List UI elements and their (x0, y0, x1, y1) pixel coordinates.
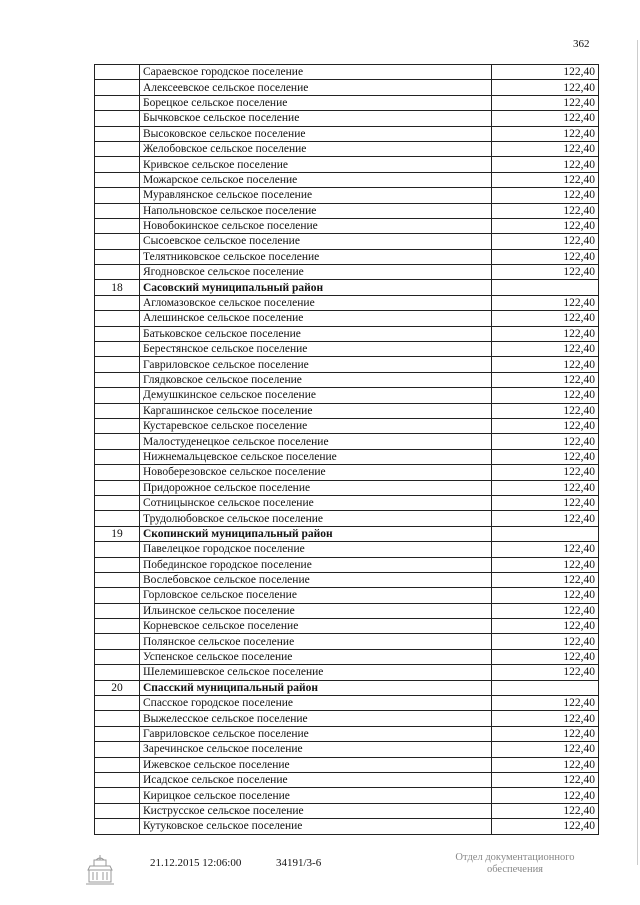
table-row (95, 788, 599, 803)
value-cell: 122,40 (492, 434, 599, 449)
row-number-cell (95, 557, 140, 572)
settlement-name-cell: Желобовское сельское поселение (140, 141, 492, 156)
table-row (95, 726, 599, 741)
table-row (95, 480, 599, 495)
settlement-name-cell: Заречинское сельское поселение (140, 742, 492, 757)
value-cell: 122,40 (492, 218, 599, 233)
value-cell: 122,40 (492, 372, 599, 387)
row-number-cell (95, 249, 140, 264)
value-cell: 122,40 (492, 203, 599, 218)
row-number-cell (95, 234, 140, 249)
settlement-name-cell: Малостуденецкое сельское поселение (140, 434, 492, 449)
settlement-name-cell: Агломазовское сельское поселение (140, 295, 492, 310)
row-number-cell (95, 511, 140, 526)
table-row (95, 111, 599, 126)
building-emblem-icon (82, 852, 118, 888)
district-row (95, 526, 599, 541)
value-cell: 122,40 (492, 388, 599, 403)
table-row (95, 696, 599, 711)
value-cell: 122,40 (492, 295, 599, 310)
settlement-name-cell: Алексеевское сельское поселение (140, 80, 492, 95)
table-row (95, 803, 599, 818)
value-cell: 122,40 (492, 803, 599, 818)
table-row (95, 357, 599, 372)
row-number-cell (95, 696, 140, 711)
settlement-name-cell: Спасский муниципальный район (140, 680, 492, 695)
row-number-cell (95, 449, 140, 464)
table-row (95, 418, 599, 433)
settlement-name-cell: Высоковское сельское поселение (140, 126, 492, 141)
table-row (95, 557, 599, 572)
value-cell: 122,40 (492, 403, 599, 418)
district-row (95, 680, 599, 695)
row-number-cell (95, 403, 140, 418)
row-number-cell (95, 495, 140, 510)
row-number-cell (95, 726, 140, 741)
value-cell: 122,40 (492, 111, 599, 126)
footer-document-code: 34191/3-6 (276, 857, 322, 869)
value-cell: 122,40 (492, 342, 599, 357)
footer-department-line1: Отдел документационного (455, 852, 575, 863)
table-row (95, 511, 599, 526)
settlement-name-cell: Ильинское сельское поселение (140, 603, 492, 618)
settlement-name-cell: Нижнемальцевское сельское поселение (140, 449, 492, 464)
footer-date: 21.12.2015 12:06:00 (150, 857, 242, 869)
table-row (95, 218, 599, 233)
settlement-name-cell: Киструсское сельское поселение (140, 803, 492, 818)
row-number-cell (95, 141, 140, 156)
value-cell: 122,40 (492, 141, 599, 156)
table-row (95, 95, 599, 110)
row-number-cell (95, 265, 140, 280)
row-number-cell (95, 649, 140, 664)
table-row (95, 711, 599, 726)
table-row (95, 449, 599, 464)
settlement-name-cell: Успенское сельское поселение (140, 649, 492, 664)
settlement-name-cell: Борецкое сельское поселение (140, 95, 492, 110)
row-number-cell (95, 188, 140, 203)
value-cell (492, 526, 599, 541)
value-cell: 122,40 (492, 542, 599, 557)
settlement-name-cell: Выжелесское сельское поселение (140, 711, 492, 726)
table-row (95, 234, 599, 249)
value-cell: 122,40 (492, 234, 599, 249)
row-number-cell (95, 357, 140, 372)
table-row (95, 65, 599, 80)
row-number-cell: 18 (95, 280, 140, 295)
row-number-cell (95, 295, 140, 310)
row-number-cell (95, 572, 140, 587)
value-cell: 122,40 (492, 772, 599, 787)
settlement-name-cell: Гавриловское сельское поселение (140, 357, 492, 372)
table-row (95, 188, 599, 203)
settlement-name-cell: Новобокинское сельское поселение (140, 218, 492, 233)
value-cell: 122,40 (492, 603, 599, 618)
table-row (95, 249, 599, 264)
value-cell: 122,40 (492, 357, 599, 372)
settlement-name-cell: Каргашинское сельское поселение (140, 403, 492, 418)
value-cell: 122,40 (492, 696, 599, 711)
row-number-cell (95, 172, 140, 187)
table-row (95, 265, 599, 280)
row-number-cell (95, 80, 140, 95)
settlement-name-cell: Сысоевское сельское поселение (140, 234, 492, 249)
row-number-cell (95, 434, 140, 449)
value-cell: 122,40 (492, 757, 599, 772)
row-number-cell (95, 634, 140, 649)
table-row (95, 372, 599, 387)
value-cell: 122,40 (492, 480, 599, 495)
value-cell: 122,40 (492, 95, 599, 110)
row-number-cell (95, 603, 140, 618)
table-row (95, 403, 599, 418)
settlement-name-cell: Кустаревское сельское поселение (140, 418, 492, 433)
row-number-cell (95, 588, 140, 603)
value-cell: 122,40 (492, 588, 599, 603)
table-row (95, 634, 599, 649)
settlement-name-cell: Алешинское сельское поселение (140, 311, 492, 326)
settlement-name-cell: Новоберезовское сельское поселение (140, 465, 492, 480)
table-row (95, 649, 599, 664)
settlement-name-cell: Трудолюбовское сельское поселение (140, 511, 492, 526)
value-cell: 122,40 (492, 265, 599, 280)
table-row (95, 742, 599, 757)
value-cell: 122,40 (492, 572, 599, 587)
value-cell (492, 680, 599, 695)
footer-department-line2: обеспечения (486, 864, 544, 875)
value-cell: 122,40 (492, 172, 599, 187)
table-row (95, 757, 599, 772)
settlement-name-cell: Берестянское сельское поселение (140, 342, 492, 357)
row-number-cell (95, 772, 140, 787)
table-row (95, 388, 599, 403)
row-number-cell: 19 (95, 526, 140, 541)
value-cell: 122,40 (492, 326, 599, 341)
settlement-name-cell: Ягодновское сельское поселение (140, 265, 492, 280)
value-cell (492, 280, 599, 295)
row-number-cell (95, 757, 140, 772)
table-row (95, 126, 599, 141)
value-cell: 122,40 (492, 819, 599, 834)
settlement-name-cell: Можарское сельское поселение (140, 172, 492, 187)
value-cell: 122,40 (492, 788, 599, 803)
settlement-name-cell: Полянское сельское поселение (140, 634, 492, 649)
settlement-name-cell: Сараевское городское поселение (140, 65, 492, 80)
table-row (95, 572, 599, 587)
settlement-name-cell: Кривское сельское поселение (140, 157, 492, 172)
table-row (95, 495, 599, 510)
row-number-cell (95, 665, 140, 680)
table-row (95, 326, 599, 341)
table-row (95, 203, 599, 218)
value-cell: 122,40 (492, 157, 599, 172)
settlement-name-cell: Муравлянское сельское поселение (140, 188, 492, 203)
settlement-name-cell: Глядковское сельское поселение (140, 372, 492, 387)
settlement-name-cell: Шелемишевское сельское поселение (140, 665, 492, 680)
table-row (95, 588, 599, 603)
table-row (95, 80, 599, 95)
row-number-cell (95, 711, 140, 726)
row-number-cell (95, 311, 140, 326)
settlement-name-cell: Сасовский муниципальный район (140, 280, 492, 295)
district-row (95, 280, 599, 295)
table-row (95, 772, 599, 787)
row-number-cell (95, 342, 140, 357)
row-number-cell (95, 619, 140, 634)
settlement-name-cell: Побединское городское поселение (140, 557, 492, 572)
row-number-cell (95, 418, 140, 433)
settlement-name-cell: Телятниковское сельское поселение (140, 249, 492, 264)
settlement-name-cell: Корневское сельское поселение (140, 619, 492, 634)
value-cell: 122,40 (492, 557, 599, 572)
table-row (95, 172, 599, 187)
value-cell: 122,40 (492, 726, 599, 741)
table-row (95, 603, 599, 618)
row-number-cell (95, 803, 140, 818)
page-edge-line (637, 40, 638, 865)
table-row (95, 434, 599, 449)
settlement-name-cell: Исадское сельское поселение (140, 772, 492, 787)
value-cell: 122,40 (492, 742, 599, 757)
table-row (95, 311, 599, 326)
row-number-cell (95, 218, 140, 233)
table-row (95, 295, 599, 310)
table-body (95, 65, 599, 835)
row-number-cell (95, 742, 140, 757)
settlement-name-cell: Горловское сельское поселение (140, 588, 492, 603)
settlement-name-cell: Гавриловское сельское поселение (140, 726, 492, 741)
settlement-name-cell: Спасское городское поселение (140, 696, 492, 711)
settlements-table (94, 64, 599, 835)
settlement-name-cell: Демушкинское сельское поселение (140, 388, 492, 403)
value-cell: 122,40 (492, 449, 599, 464)
value-cell: 122,40 (492, 634, 599, 649)
value-cell: 122,40 (492, 126, 599, 141)
value-cell: 122,40 (492, 465, 599, 480)
table-row (95, 619, 599, 634)
settlement-name-cell: Павелецкое городское поселение (140, 542, 492, 557)
row-number-cell (95, 372, 140, 387)
row-number-cell (95, 542, 140, 557)
value-cell: 122,40 (492, 495, 599, 510)
value-cell: 122,40 (492, 649, 599, 664)
row-number-cell (95, 203, 140, 218)
settlement-name-cell: Батьковское сельское поселение (140, 326, 492, 341)
page-number: 362 (573, 38, 590, 50)
settlement-name-cell: Кутуковское сельское поселение (140, 819, 492, 834)
value-cell: 122,40 (492, 65, 599, 80)
settlement-name-cell: Вослебовское сельское поселение (140, 572, 492, 587)
row-number-cell (95, 388, 140, 403)
table-row (95, 342, 599, 357)
row-number-cell (95, 111, 140, 126)
table-row (95, 157, 599, 172)
value-cell: 122,40 (492, 418, 599, 433)
table-row (95, 141, 599, 156)
table-row (95, 542, 599, 557)
value-cell: 122,40 (492, 665, 599, 680)
settlement-name-cell: Напольновское сельское поселение (140, 203, 492, 218)
settlement-name-cell: Ижевское сельское поселение (140, 757, 492, 772)
row-number-cell (95, 480, 140, 495)
value-cell: 122,40 (492, 619, 599, 634)
settlement-name-cell: Сотницынское сельское поселение (140, 495, 492, 510)
settlement-name-cell: Скопинский муниципальный район (140, 526, 492, 541)
row-number-cell (95, 819, 140, 834)
value-cell: 122,40 (492, 188, 599, 203)
settlement-name-cell: Бычковское сельское поселение (140, 111, 492, 126)
row-number-cell (95, 465, 140, 480)
footer-department (440, 852, 590, 876)
settlement-name-cell: Придорожное сельское поселение (140, 480, 492, 495)
value-cell: 122,40 (492, 80, 599, 95)
row-number-cell (95, 157, 140, 172)
value-cell: 122,40 (492, 311, 599, 326)
row-number-cell (95, 95, 140, 110)
settlement-name-cell: Кирицкое сельское поселение (140, 788, 492, 803)
row-number-cell (95, 788, 140, 803)
row-number-cell (95, 126, 140, 141)
value-cell: 122,40 (492, 511, 599, 526)
row-number-cell: 20 (95, 680, 140, 695)
table-row (95, 819, 599, 834)
table-row (95, 665, 599, 680)
value-cell: 122,40 (492, 711, 599, 726)
table-row (95, 465, 599, 480)
row-number-cell (95, 326, 140, 341)
value-cell: 122,40 (492, 249, 599, 264)
row-number-cell (95, 65, 140, 80)
